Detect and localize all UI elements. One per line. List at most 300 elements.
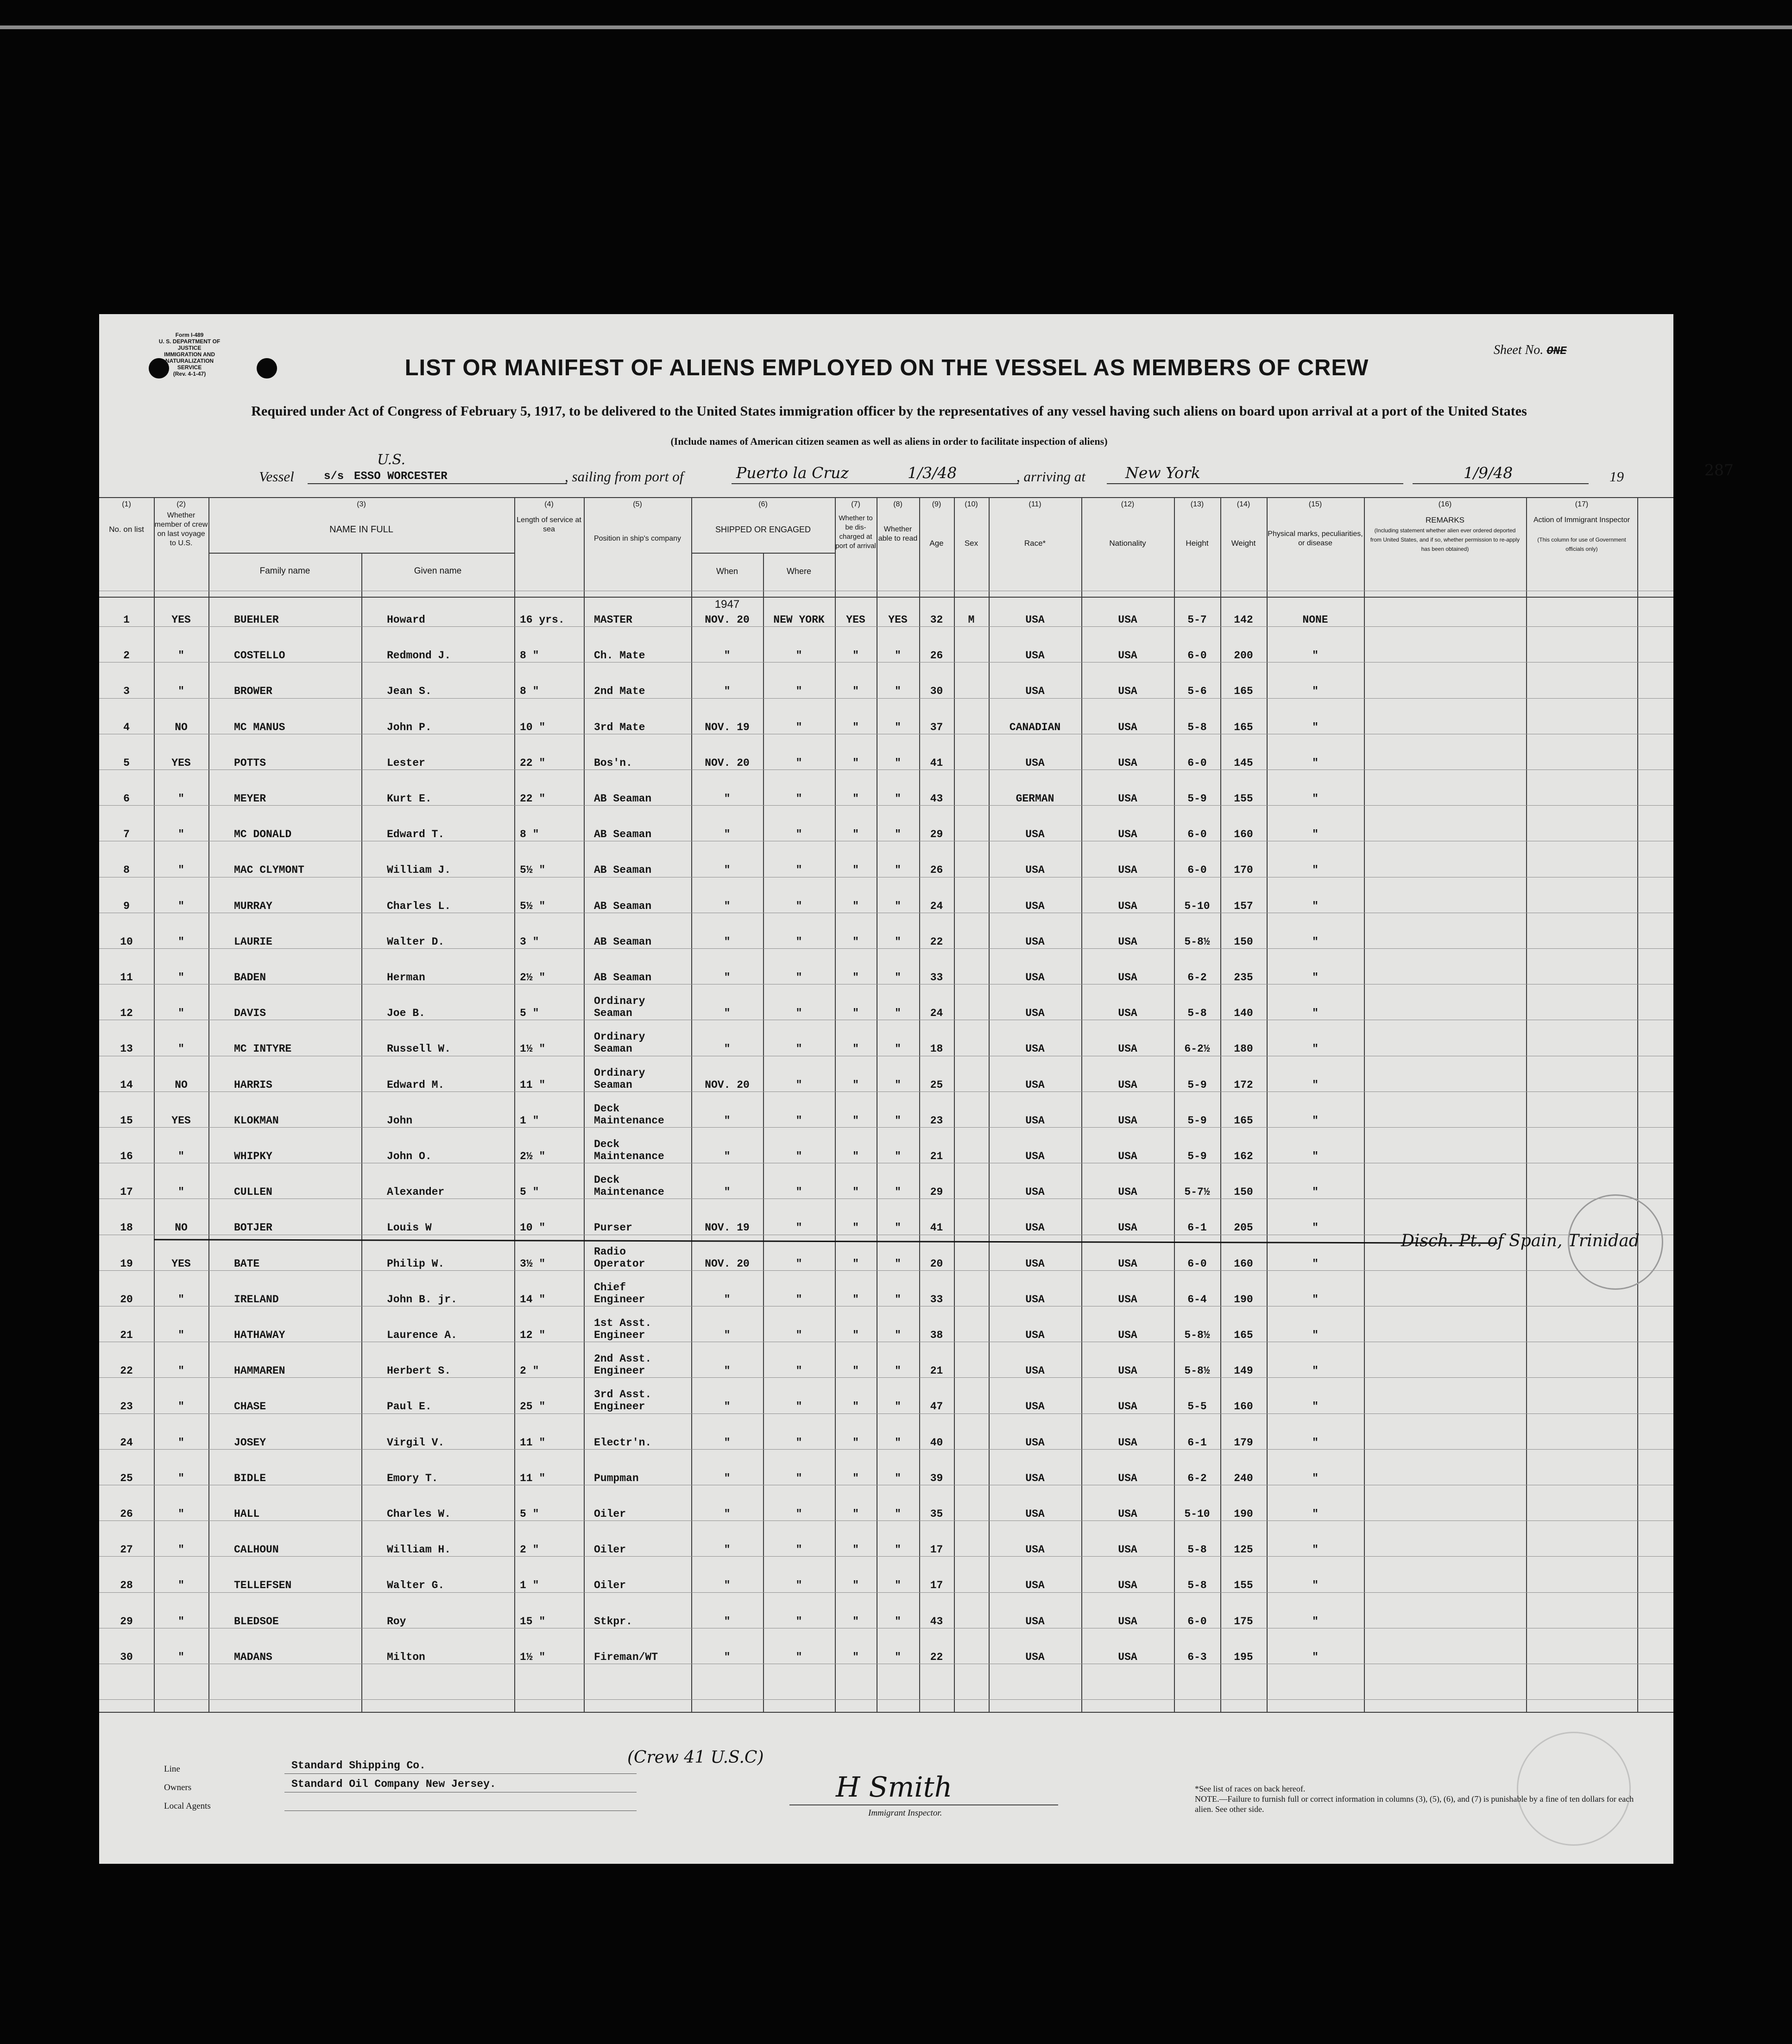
cell-no: 1 [123, 614, 130, 626]
header-family-name: Family name [259, 566, 310, 576]
cell-weight: 150 [1234, 935, 1253, 948]
cell-position: Oiler [594, 1508, 626, 1520]
cell-race: USA [1025, 1257, 1045, 1270]
cell-age: 41 [930, 1222, 943, 1234]
cell-read: " [895, 1222, 901, 1234]
header-sex: Sex [964, 539, 978, 548]
cell-given: Walter G. [387, 1579, 445, 1592]
cell-race: USA [1025, 828, 1045, 841]
vessel-prefix: s/s [324, 470, 344, 483]
cell-given: Russell W. [387, 1043, 451, 1055]
cell-given: Roy [387, 1615, 406, 1628]
cell-no: 16 [120, 1150, 133, 1162]
vessel-name: ESSO WORCESTER [354, 470, 448, 483]
cell-given: John [387, 1114, 413, 1127]
cell-where: " [795, 1329, 802, 1341]
cell-service: 3 " [520, 935, 539, 948]
cell-marks: " [1312, 1293, 1319, 1306]
cell-where: " [795, 935, 802, 948]
header-race: Race* [1024, 539, 1046, 548]
cell-weight: 195 [1234, 1651, 1253, 1663]
cell-position: MASTER [594, 614, 632, 626]
table-row [99, 1646, 1673, 1681]
cell-height: 5-10 [1184, 1508, 1210, 1520]
header-name-in-full: NAME IN FULL [329, 524, 393, 535]
cell-nationality: USA [1118, 1544, 1137, 1556]
cell-marks: " [1312, 1150, 1319, 1162]
cell-weight: 170 [1234, 864, 1253, 877]
cell-weight: 165 [1234, 1329, 1253, 1341]
cell-weight: 172 [1234, 1079, 1253, 1091]
cell-height: 5-8½ [1184, 1365, 1210, 1377]
cell-age: 18 [930, 1043, 943, 1055]
cell-service: 11 " [520, 1079, 546, 1091]
cell-marks: " [1312, 1544, 1319, 1556]
cell-race: USA [1025, 614, 1045, 626]
cell-age: 47 [930, 1401, 943, 1413]
column-number: (12) [1121, 500, 1135, 508]
cell-race: USA [1025, 1651, 1045, 1663]
cell-member: " [178, 1043, 184, 1055]
year-label: 19 [1609, 468, 1624, 485]
table-row [99, 930, 1673, 966]
cell-age: 20 [930, 1257, 943, 1270]
cell-position: AB Seaman [594, 828, 652, 841]
cell-position: AB Seaman [594, 793, 652, 805]
cell-where: " [795, 650, 802, 662]
cell-when: " [724, 1544, 731, 1556]
cell-service: 5 " [520, 1508, 539, 1520]
cell-where: " [795, 972, 802, 984]
footer-notes [1195, 1784, 1640, 1814]
cell-family: DAVIS [234, 1007, 266, 1020]
cell-weight: 190 [1234, 1508, 1253, 1520]
cell-marks: " [1312, 1222, 1319, 1234]
cell-service: 22 " [520, 757, 546, 769]
cell-position: Electr'n. [594, 1436, 652, 1449]
cell-no: 15 [120, 1114, 133, 1127]
cell-where: " [795, 1007, 802, 1020]
table-row [99, 995, 1673, 1037]
column-number: (13) [1190, 500, 1204, 508]
cell-position: Pumpman [594, 1472, 639, 1484]
sailing-label: , sailing from port of [565, 468, 684, 485]
cell-race: USA [1025, 1114, 1045, 1127]
cell-given: Edward T. [387, 828, 445, 841]
remark-row-18: Disch. Pt. of Spain, Trinidad [1401, 1231, 1640, 1250]
cell-race: USA [1025, 1579, 1045, 1592]
cell-race: USA [1025, 1615, 1045, 1628]
table-row [99, 1031, 1673, 1073]
column-number: (15) [1308, 500, 1322, 508]
cell-where: " [795, 757, 802, 769]
cell-race: USA [1025, 650, 1045, 662]
cell-age: 25 [930, 1079, 943, 1091]
cell-race: USA [1025, 1222, 1045, 1234]
cell-family: BLEDSOE [234, 1615, 279, 1628]
cell-age: 21 [930, 1150, 943, 1162]
cell-height: 6-3 [1187, 1651, 1207, 1663]
cell-given: Edward M. [387, 1079, 445, 1091]
cell-race: USA [1025, 757, 1045, 769]
table-row [99, 716, 1673, 751]
cell-discharged: " [852, 1579, 859, 1592]
header-length-of-service: Length of service at sea [517, 516, 581, 533]
cell-height: 5-9 [1187, 1079, 1207, 1091]
cell-position: Stkpr. [594, 1615, 632, 1628]
table-row [99, 1467, 1673, 1502]
header-no-on-list: No. on list [109, 525, 144, 534]
cell-discharged: " [852, 1293, 859, 1306]
cell-read: " [895, 972, 901, 984]
cell-weight: 165 [1234, 1114, 1253, 1127]
cell-height: 6-0 [1187, 1257, 1207, 1270]
cell-no: 19 [120, 1257, 133, 1270]
table-row [99, 1102, 1673, 1145]
table-row [99, 680, 1673, 715]
cell-family: MC DONALD [234, 828, 292, 841]
cell-read: " [895, 1329, 901, 1341]
cell-age: 29 [930, 828, 943, 841]
cell-race: USA [1025, 1150, 1045, 1162]
cell-position: Ch. Mate [594, 650, 645, 662]
header-physical-marks: Physical marks, peculiarities, or disease [1268, 530, 1363, 547]
cell-read: " [895, 1615, 901, 1628]
cell-race: USA [1025, 1079, 1045, 1091]
cell-discharged: " [852, 1472, 859, 1484]
cell-age: 37 [930, 721, 943, 733]
cell-marks: " [1312, 793, 1319, 805]
cell-age: 35 [930, 1508, 943, 1520]
cell-height: 6-1 [1187, 1222, 1207, 1234]
cell-service: 3½ " [520, 1257, 546, 1270]
cell-height: 5-8 [1187, 721, 1207, 733]
cell-position: AB Seaman [594, 935, 652, 948]
cell-nationality: USA [1118, 1436, 1137, 1449]
cell-no: 18 [120, 1222, 133, 1234]
cell-when: " [724, 828, 731, 841]
cell-read: " [895, 1544, 901, 1556]
cell-service: 5½ " [520, 900, 546, 912]
table-row [99, 823, 1673, 858]
cell-where: " [795, 1401, 802, 1413]
cell-given: Milton [387, 1651, 425, 1663]
cell-age: 39 [930, 1472, 943, 1484]
cell-position: Radio Operator [594, 1245, 645, 1270]
cell-given: Kurt E. [387, 793, 432, 805]
cell-position: 3rd Mate [594, 721, 645, 733]
cell-age: 41 [930, 757, 943, 769]
cell-member: " [178, 972, 184, 984]
cell-family: HATHAWAY [234, 1329, 285, 1341]
cell-service: 1 " [520, 1579, 539, 1592]
cell-nationality: USA [1118, 900, 1137, 912]
cell-read: " [895, 1257, 901, 1270]
column-number: (6) [758, 500, 768, 508]
cell-height: 5-7½ [1184, 1186, 1210, 1199]
cell-service: 1½ " [520, 1043, 546, 1055]
cell-discharged: " [852, 1615, 859, 1628]
cell-read: " [895, 828, 901, 841]
column-number: (7) [851, 500, 860, 508]
cell-read: " [895, 1579, 901, 1592]
cell-read: " [895, 935, 901, 948]
cell-nationality: USA [1118, 1007, 1137, 1020]
cell-discharged: " [852, 1365, 859, 1377]
cell-discharged: " [852, 757, 859, 769]
cell-given: Philip W. [387, 1257, 445, 1270]
cell-height: 5-8 [1187, 1544, 1207, 1556]
header-remarks: REMARKS [1425, 516, 1465, 524]
cell-when: " [724, 685, 731, 698]
cell-family: BATE [234, 1257, 260, 1270]
page-title: LIST OR MANIFEST OF ALIENS EMPLOYED ON THE VESSEL AS MEMBERS OF CREW [404, 355, 1369, 380]
sailing-date: 1/3/48 [908, 464, 957, 482]
vessel-label: Vessel [259, 468, 294, 485]
cell-marks: " [1312, 935, 1319, 948]
cell-family: HAMMAREN [234, 1365, 285, 1377]
cell-marks: " [1312, 1043, 1319, 1055]
cell-read: " [895, 1508, 901, 1520]
penalty-note: NOTE.—Failure to furnish full or correct information in columns (3), (5), (6), and (7) is punishable by a fine of ten dollars for each alien. See other side. [1195, 1794, 1634, 1814]
cell-weight: 175 [1234, 1615, 1253, 1628]
cell-member: YES [171, 1114, 191, 1127]
cell-no: 4 [123, 721, 130, 733]
cell-when: NOV. 20 [705, 757, 750, 769]
column-number: (11) [1029, 500, 1041, 508]
cell-no: 29 [120, 1615, 133, 1628]
cell-nationality: USA [1118, 757, 1137, 769]
cell-height: 5-5 [1187, 1401, 1207, 1413]
cell-no: 26 [120, 1508, 133, 1520]
cell-member: YES [171, 1257, 191, 1270]
cell-marks: " [1312, 685, 1319, 698]
table-row [99, 1610, 1673, 1646]
cell-marks: " [1312, 864, 1319, 877]
cell-where: " [795, 793, 802, 805]
cell-age: 22 [930, 935, 943, 948]
cell-discharged: " [852, 1007, 859, 1020]
cell-discharged: " [852, 1329, 859, 1341]
cell-race: USA [1025, 972, 1045, 984]
cell-service: 5 " [520, 1007, 539, 1020]
cell-discharged: " [852, 1436, 859, 1449]
cell-no: 17 [120, 1186, 133, 1199]
cell-member: YES [171, 757, 191, 769]
cell-service: 2½ " [520, 972, 546, 984]
cell-read: " [895, 1079, 901, 1091]
cell-discharged: " [852, 864, 859, 877]
cell-race: USA [1025, 1472, 1045, 1484]
cell-race: USA [1025, 1508, 1045, 1520]
cell-read: YES [888, 614, 908, 626]
cell-family: BOTJER [234, 1222, 272, 1234]
cell-position: Chief Engineer [594, 1281, 645, 1306]
cell-marks: " [1312, 1079, 1319, 1091]
cell-family: HALL [234, 1508, 260, 1520]
cell-when: " [724, 935, 731, 948]
header-given-name: Given name [414, 566, 462, 576]
cell-height: 5-9 [1187, 793, 1207, 805]
cell-service: 11 " [520, 1472, 546, 1484]
cell-nationality: USA [1118, 828, 1137, 841]
cell-position: AB Seaman [594, 972, 652, 984]
cell-family: TELLEFSEN [234, 1579, 292, 1592]
header-action-detail: (This column for use of Government officials only) [1537, 536, 1626, 552]
cell-given: Alexander [387, 1186, 445, 1199]
header-remarks-detail: (Including statement whether alien ever ordered deported from United States, and if so, whether permission to re-apply has been obtained) [1370, 527, 1520, 552]
cell-race: USA [1025, 1329, 1045, 1341]
cell-member: " [178, 685, 184, 698]
cell-sex: M [968, 614, 975, 626]
cell-family: BIDLE [234, 1472, 266, 1484]
column-number: (4) [544, 500, 554, 508]
cell-member: " [178, 1007, 184, 1020]
cell-age: 17 [930, 1579, 943, 1592]
cell-weight: 160 [1234, 1401, 1253, 1413]
cell-service: 1½ " [520, 1651, 546, 1663]
table-row [99, 1353, 1673, 1395]
column-number: (9) [932, 500, 941, 508]
cell-nationality: USA [1118, 721, 1137, 733]
cell-read: " [895, 1401, 901, 1413]
column-number: (17) [1575, 500, 1589, 508]
cell-no: 24 [120, 1436, 133, 1449]
cell-height: 6-4 [1187, 1293, 1207, 1306]
cell-given: William J. [387, 864, 451, 877]
cell-member: " [178, 1579, 184, 1592]
cell-nationality: USA [1118, 793, 1137, 805]
cell-nationality: USA [1118, 972, 1137, 984]
cell-no: 21 [120, 1329, 133, 1341]
header-height: Height [1186, 539, 1209, 548]
cell-read: " [895, 1651, 901, 1663]
cell-position: Deck Maintenance [594, 1174, 664, 1199]
cell-member: " [178, 935, 184, 948]
cell-no: 7 [123, 828, 130, 841]
table-row [99, 1388, 1673, 1431]
cell-read: " [895, 1043, 901, 1055]
cell-where: " [795, 1544, 802, 1556]
cell-when: " [724, 864, 731, 877]
table-row [99, 1317, 1673, 1359]
column-number: (16) [1438, 500, 1452, 508]
cell-when: " [724, 1150, 731, 1162]
vessel-line [259, 452, 1734, 488]
cell-no: 3 [123, 685, 130, 698]
cell-service: 25 " [520, 1401, 546, 1413]
cell-weight: 180 [1234, 1043, 1253, 1055]
cell-age: 33 [930, 972, 943, 984]
cell-discharged: " [852, 1186, 859, 1199]
cell-service: 10 " [520, 1222, 546, 1234]
cell-discharged: " [852, 1401, 859, 1413]
cell-member: " [178, 864, 184, 877]
cell-service: 16 yrs. [520, 614, 565, 626]
cell-age: 24 [930, 900, 943, 912]
cell-marks: " [1312, 757, 1319, 769]
cell-read: " [895, 1365, 901, 1377]
cell-age: 29 [930, 1186, 943, 1199]
cell-service: 22 " [520, 793, 546, 805]
table-row [99, 1174, 1673, 1216]
cell-marks: " [1312, 1615, 1319, 1628]
cell-height: 5-8½ [1184, 935, 1210, 948]
service-name: IMMIGRATION AND NATURALIZATION SERVICE [164, 351, 215, 371]
cell-family: WHIPKY [234, 1150, 272, 1162]
cell-member: " [178, 1293, 184, 1306]
cell-nationality: USA [1118, 1079, 1137, 1091]
cell-weight: 150 [1234, 1186, 1253, 1199]
cell-when: NOV. 19 [705, 1222, 750, 1234]
cell-where: " [795, 1186, 802, 1199]
cell-age: 43 [930, 793, 943, 805]
vessel-annotation: U.S. [377, 452, 406, 468]
cell-no: 27 [120, 1544, 133, 1556]
cell-height: 6-0 [1187, 1615, 1207, 1628]
table-row [99, 1431, 1673, 1467]
cell-when: NOV. 20 [705, 1079, 750, 1091]
cell-weight: 160 [1234, 828, 1253, 841]
column-number: (14) [1237, 500, 1250, 508]
cell-given: Charles W. [387, 1508, 451, 1520]
cell-height: 6-0 [1187, 650, 1207, 662]
cell-given: Joe B. [387, 1007, 425, 1020]
cell-no: 12 [120, 1007, 133, 1020]
manifest-sheet [99, 314, 1734, 1864]
cell-discharged: " [852, 1651, 859, 1663]
cell-no: 25 [120, 1472, 133, 1484]
cell-discharged: " [852, 972, 859, 984]
cell-when: " [724, 1436, 731, 1449]
cell-member: " [178, 1436, 184, 1449]
cell-weight: 155 [1234, 793, 1253, 805]
cell-position: 2nd Asst. Engineer [594, 1353, 652, 1377]
cell-height: 6-0 [1187, 864, 1207, 877]
cell-height: 5-8 [1187, 1579, 1207, 1592]
cell-nationality: USA [1118, 1579, 1137, 1592]
cell-height: 5-6 [1187, 685, 1207, 698]
table-row [99, 858, 1673, 894]
header-whether-member: Whether member of crew on last voyage to U.S. [154, 511, 208, 547]
owners-label: Owners [164, 1783, 192, 1792]
sheet-value: ONE [1546, 345, 1567, 358]
column-number: (5) [633, 500, 642, 508]
column-number: (1) [122, 500, 131, 508]
cell-marks: " [1312, 1401, 1319, 1413]
cell-service: 12 " [520, 1329, 546, 1341]
cell-family: BROWER [234, 685, 272, 698]
cell-nationality: USA [1118, 1114, 1137, 1127]
cell-family: LAURIE [234, 935, 272, 948]
cell-height: 6-2 [1187, 972, 1207, 984]
cell-position: AB Seaman [594, 864, 652, 877]
cell-marks: " [1312, 828, 1319, 841]
cell-marks: " [1312, 1329, 1319, 1341]
cell-when: " [724, 793, 731, 805]
cell-family: HARRIS [234, 1079, 272, 1091]
cell-when: " [724, 1293, 731, 1306]
line-label: Line [164, 1764, 180, 1774]
cell-service: 2½ " [520, 1150, 546, 1162]
cell-discharged: " [852, 1043, 859, 1055]
cell-position: 2nd Mate [594, 685, 645, 698]
cell-age: 33 [930, 1293, 943, 1306]
cell-weight: 235 [1234, 972, 1253, 984]
arriving-label: , arriving at [1016, 468, 1085, 485]
cell-weight: 149 [1234, 1365, 1253, 1377]
header-year-shipped: 1947 [714, 598, 740, 611]
